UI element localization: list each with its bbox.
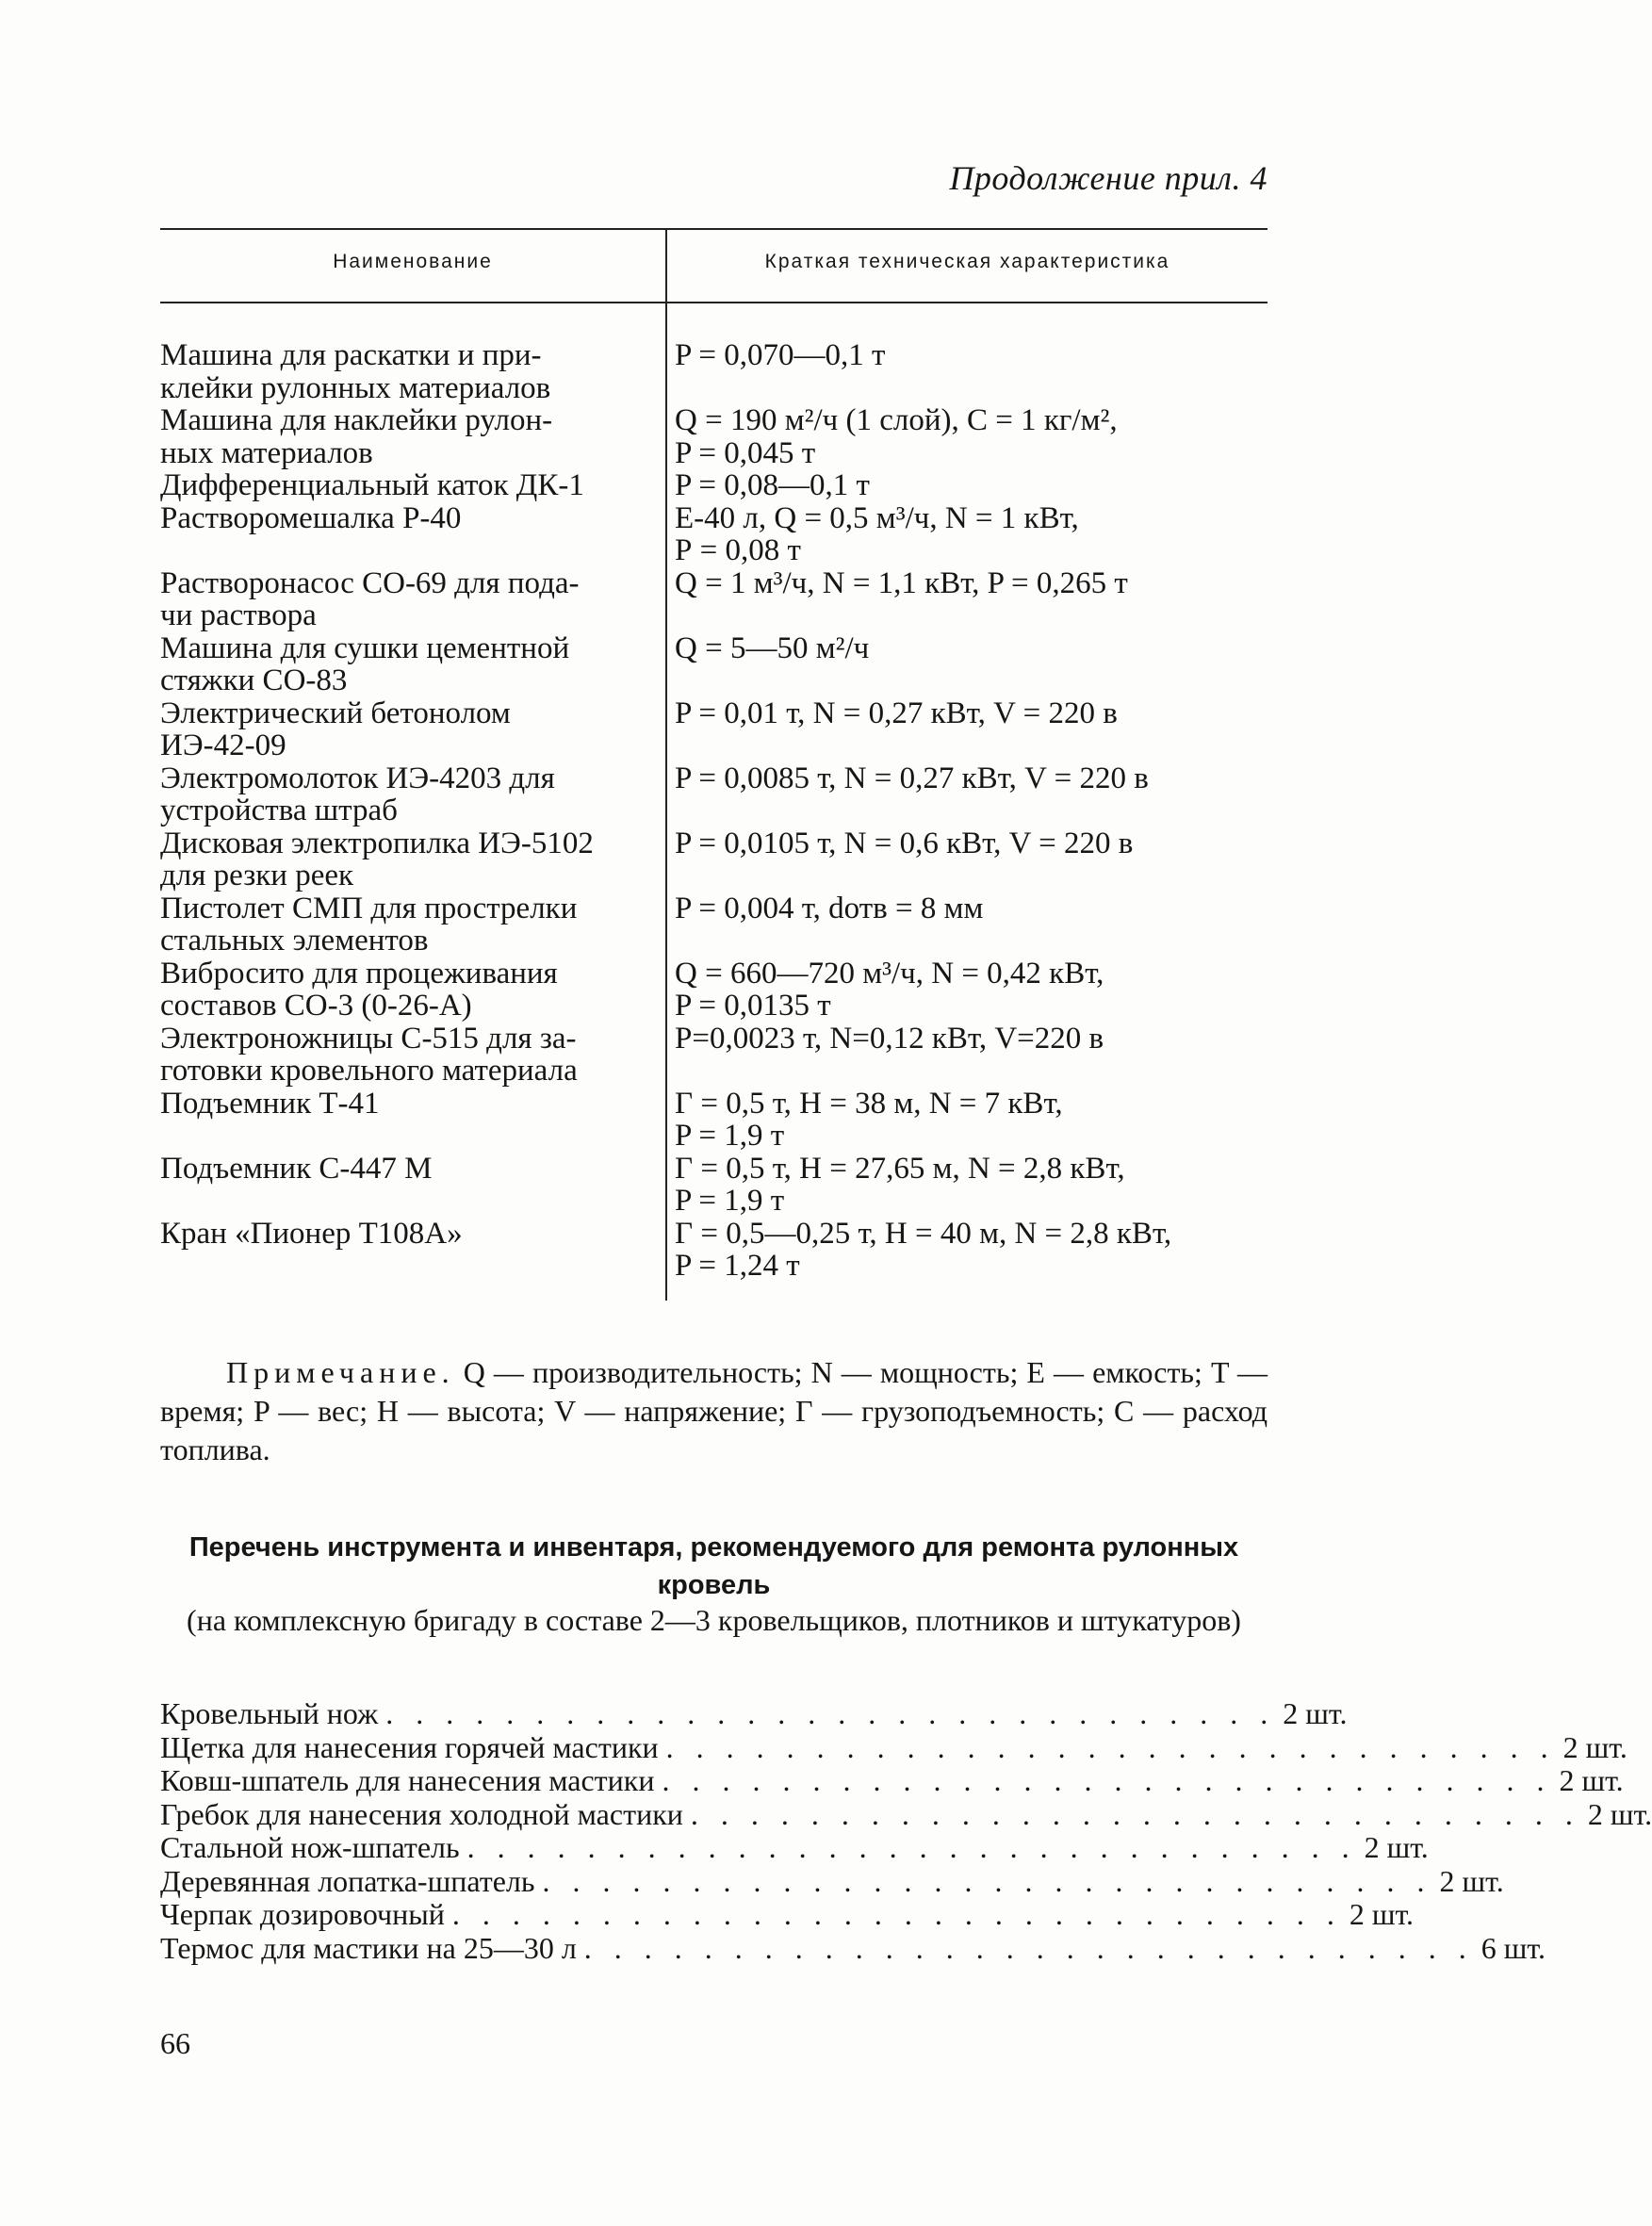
section-subtitle: (на комплексную бригаду в составе 2—3 кровельщиков, плотников и штукатуров) [187, 1603, 1241, 1637]
page-number: 66 [160, 2026, 190, 2060]
table-row [160, 404, 1282, 469]
tool-list [160, 1696, 1652, 1965]
table-row [160, 469, 1282, 502]
column-header-name: Наименование [333, 251, 493, 272]
tool-item [160, 1863, 1504, 1899]
equipment-spec: Г = 0,5—0,25 т, H = 40 м, N = 2,8 кВт, P = 1,24 т [675, 1216, 1172, 1283]
table-note [160, 1353, 1268, 1469]
equipment-spec: Г = 0,5 т, H = 27,65 м, N = 2,8 кВт, P = 1,9 т [675, 1151, 1125, 1218]
dot-leader: . . . . . . . . . . . . . . . . . . . . . . . . . . . . . . [385, 1696, 1276, 1730]
table-row [160, 1153, 1282, 1218]
tool-name: Стальной нож-шпатель [160, 1830, 460, 1864]
tool-item [160, 1796, 1652, 1832]
table-row [160, 1088, 1282, 1153]
tool-quantity: 2 шт. [1364, 1830, 1429, 1864]
tool-name: Черпак дозировочный [160, 1897, 445, 1931]
dot-leader: . . . . . . . . . . . . . . . . . . . . . . . . . . . . . . [583, 1930, 1474, 1965]
tool-name: Гребок для нанесения холодной мастики [160, 1796, 683, 1831]
equipment-name: Растворонасос СО-69 для пода- чи раствора [160, 565, 580, 632]
equipment-spec: Q = 660—720 м³/ч, N = 0,42 кВт, P = 0,0135 т [675, 956, 1104, 1023]
table-row [160, 762, 1282, 827]
dot-leader: . . . . . . . . . . . . . . . . . . . . . . . . . . . . . . [451, 1897, 1342, 1931]
tool-item [160, 1696, 1348, 1731]
equipment-spec: Г = 0,5 т, H = 38 м, N = 7 кВт, P = 1,9 т [675, 1086, 1063, 1153]
dot-leader: . . . . . . . . . . . . . . . . . . . . . . . . . . . . . . [690, 1796, 1580, 1831]
table-row [160, 1218, 1282, 1283]
tool-name: Термос для мастики на 25—30 л [160, 1930, 577, 1965]
equipment-spec: Q = 1 м³/ч, N = 1,1 кВт, P = 0,265 т [675, 565, 1128, 600]
tool-item [160, 1763, 1624, 1798]
equipment-spec: E-40 л, Q = 0,5 м³/ч, N = 1 кВт, Р = 0,08 т [675, 500, 1079, 567]
equipment-name: Растворомешалка Р-40 [160, 500, 462, 535]
tool-name: Кровельный нож [160, 1696, 379, 1730]
table-row [160, 632, 1282, 697]
dot-leader: . . . . . . . . . . . . . . . . . . . . . . . . . . . . . . [542, 1863, 1432, 1898]
tool-quantity: 2 шт. [1587, 1796, 1652, 1831]
equipment-name: Дифференциальный каток ДК-1 [160, 468, 584, 502]
equipment-spec: Q = 190 м²/ч (1 слой), C = 1 кг/м², P = 0,045 т [675, 403, 1118, 470]
tool-item [160, 1930, 1546, 1966]
note-label: Примечание. [226, 1355, 455, 1389]
equipment-name: Подъемник С-447 М [160, 1151, 433, 1186]
equipment-spec: Q = 5—50 м²/ч [675, 630, 870, 665]
tool-name: Деревянная лопатка-шпатель [160, 1863, 535, 1898]
tool-item [160, 1897, 1415, 1932]
equipment-name: Пистолет СМП для прострелки стальных элементов [160, 891, 578, 958]
equipment-spec: P = 0,0105 т, N = 0,6 кВт, V = 220 в [675, 826, 1134, 860]
continuation-header: Продолжение прил. 4 [949, 159, 1268, 197]
equipment-name: Электрический бетонолом ИЭ-42-09 [160, 696, 511, 762]
equipment-name: Дисковая электропилка ИЭ-5102 для резки реек [160, 826, 594, 892]
table-row [160, 567, 1282, 632]
tool-quantity: 2 шт. [1562, 1729, 1627, 1764]
equipment-spec: P = 0,01 т, N = 0,27 кВт, V = 220 в [675, 696, 1118, 730]
tool-item [160, 1729, 1627, 1765]
dot-leader: . . . . . . . . . . . . . . . . . . . . . . . . . . . . . . [662, 1763, 1552, 1797]
table-top-rule [160, 228, 1268, 230]
equipment-table-body [160, 339, 1282, 1283]
equipment-spec: P = 0,070—0,1 т [675, 338, 886, 372]
table-row [160, 958, 1282, 1023]
equipment-name: Электромолоток ИЭ-4203 для устройства штраб [160, 761, 555, 827]
table-header-rule [160, 302, 1268, 303]
table-row [160, 827, 1282, 892]
equipment-name: Вибросито для процеживания составов СО-3 (0-26-А) [160, 956, 558, 1023]
tool-quantity: 2 шт. [1283, 1696, 1348, 1730]
equipment-name: Кран «Пионер Т108А» [160, 1216, 463, 1251]
tool-quantity: 2 шт. [1559, 1763, 1624, 1797]
equipment-name: Подъемник Т-41 [160, 1086, 380, 1121]
equipment-name: Машина для сушки цементной стяжки СО-83 [160, 630, 570, 697]
equipment-spec: P = 0,004 т, dотв = 8 мм [675, 891, 984, 925]
equipment-name: Машина для наклейки рулон- ных материалов [160, 403, 553, 470]
tool-name: Ковш-шпатель для нанесения мастики [160, 1763, 655, 1797]
dot-leader: . . . . . . . . . . . . . . . . . . . . . . . . . . . . . . [466, 1830, 1357, 1864]
table-row [160, 697, 1282, 762]
table-row [160, 892, 1282, 958]
equipment-spec: P = 0,08—0,1 т [675, 468, 870, 502]
table-row [160, 1023, 1282, 1088]
tool-name: Щетка для нанесения горячей мастики [160, 1729, 659, 1764]
table-row [160, 502, 1282, 567]
tool-quantity: 6 шт. [1480, 1930, 1546, 1965]
tool-item [160, 1830, 1429, 1865]
column-header-spec: Краткая техническая характеристика [764, 251, 1170, 272]
equipment-name: Машина для раскатки и при- клейки рулонных материалов [160, 338, 551, 405]
tool-quantity: 2 шт. [1349, 1897, 1415, 1931]
equipment-spec: P = 0,0085 т, N = 0,27 кВт, V = 220 в [675, 761, 1149, 795]
dot-leader: . . . . . . . . . . . . . . . . . . . . . . . . . . . . . . [665, 1729, 1556, 1764]
table-row [160, 339, 1282, 404]
tool-quantity: 2 шт. [1439, 1863, 1504, 1898]
equipment-spec: P=0,0023 т, N=0,12 кВт, V=220 в [675, 1021, 1104, 1056]
note-text: Q — производительность; N — мощность; E — емкость; T — время; P — вес; H — высота; V — напряжение; Г — грузоподъемность; C — расход топлива. [160, 1355, 1268, 1466]
section-title: Перечень инструмента и инвентаря, рекомендуемого для ремонта рулонных кровель [188, 1532, 1239, 1600]
equipment-name: Электроножницы С-515 для за- готовки кровельного материала [160, 1021, 578, 1088]
